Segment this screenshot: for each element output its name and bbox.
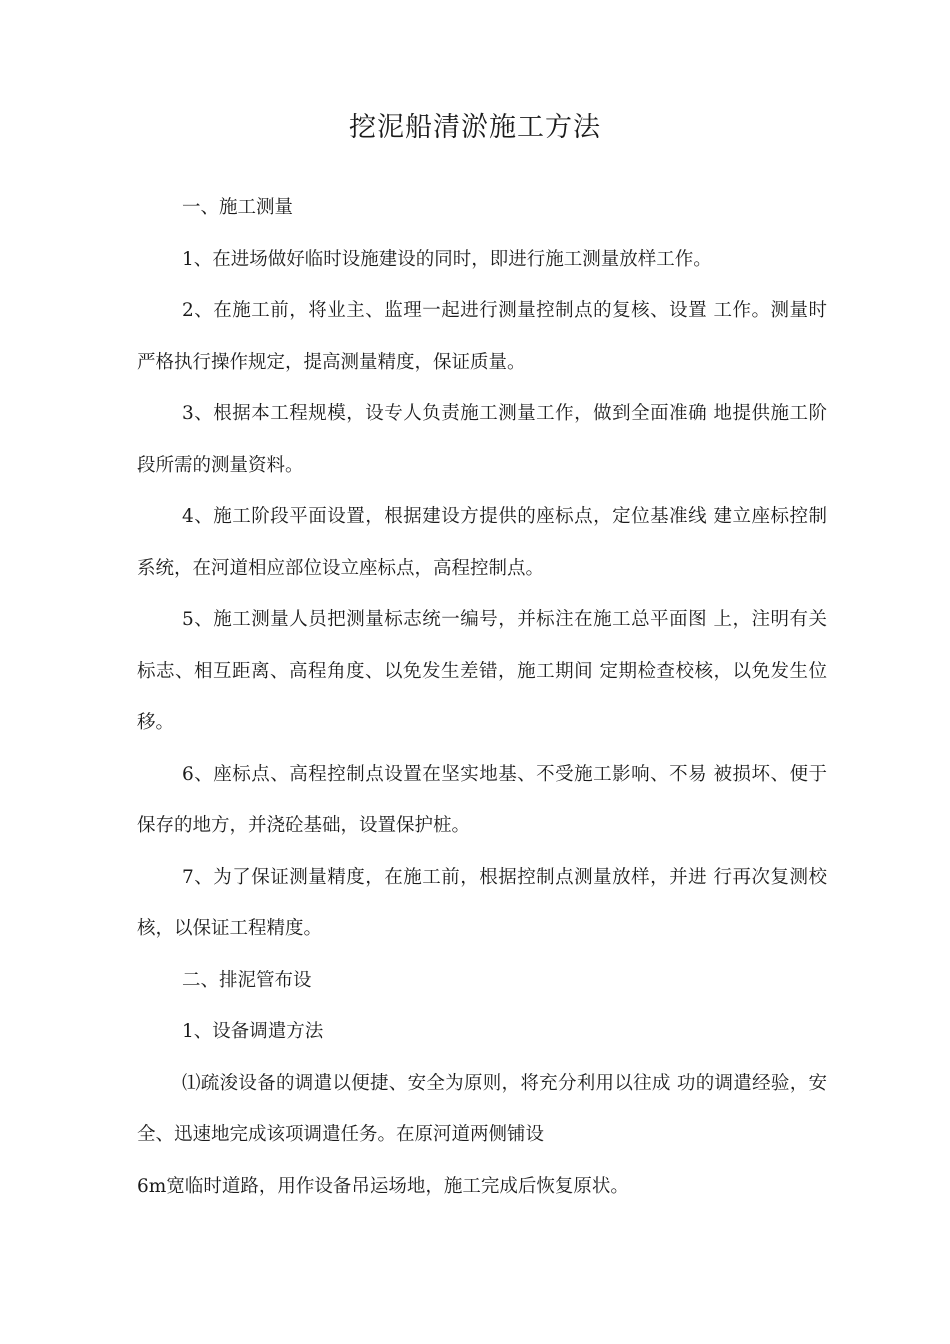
paragraph: 2、在施工前，将业主、监理一起进行测量控制点的复核、设置 工作。测量时严格执行操作规定，提高测量精度，保证质量。 [137,300,827,373]
paragraph: 7、为了保证测量精度，在施工前，根据控制点测量放样，并进 行再次复测校核，以保证工程精度。 [137,866,827,939]
paragraph: 1、设备调遣方法 [182,1021,324,1042]
paragraph: 6m宽临时道路，用作设备吊运场地，施工完成后恢复原状。 [137,1175,629,1197]
paragraph: 5、施工测量人员把测量标志统一编号，并标注在施工总平面图 上，注明有关标志、相互距离、高程角度、以免发生差错，施工期间 定期检查校核，以免发生位移。 [137,609,827,733]
document-body [137,182,827,1212]
paragraph: ⑴疏浚设备的调遣以便捷、安全为原则，将充分利用以往成 功的调遣经验，安全、迅速地完成该项调遣任务。在原河道两侧铺设 [137,1072,827,1145]
paragraph: 一、施工测量 [182,197,294,218]
paragraph: 1、在进场做好临时设施建设的同时，即进行施工测量放样工作。 [182,248,712,270]
paragraph: 6、座标点、高程控制点设置在坚实地基、不受施工影响、不易 被损坏、便于保存的地方，并浇砼基础，设置保护桩。 [137,763,827,836]
document-title: 挖泥船清淤施工方法 [349,112,601,143]
paragraph: 二、排泥管布设 [182,969,312,991]
paragraph: 3、根据本工程规模，设专人负责施工测量工作，做到全面准确 地提供施工阶段所需的测量资料。 [137,403,827,476]
paragraph: 4、施工阶段平面设置，根据建设方提供的座标点，定位基准线 建立座标控制系统，在河道相应部位设立座标点，高程控制点。 [137,506,827,579]
